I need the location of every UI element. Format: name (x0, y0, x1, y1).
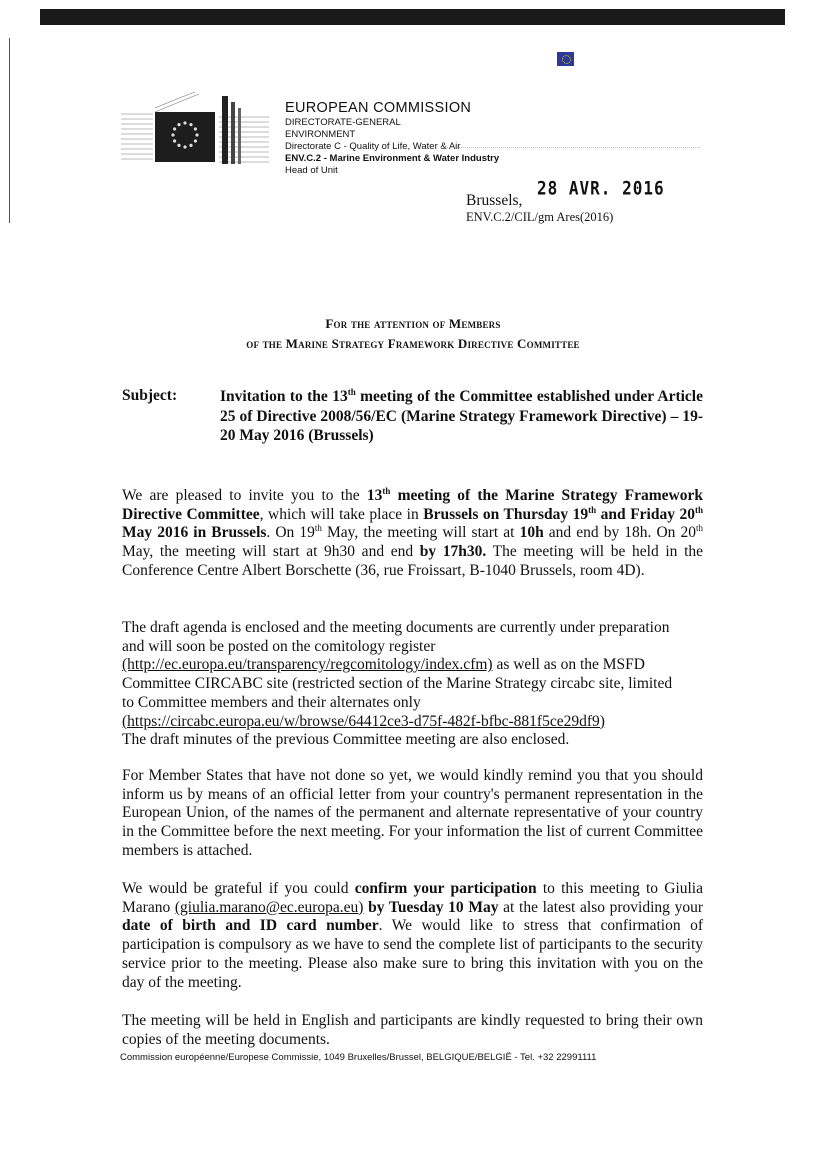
text-run: . We would like to stress that confirmation of participation is compulsory as we have to send the complete list of participants to the security service prior to the meeting. Please also make sure to bring this invitation with you on the day of the meeting. (122, 917, 703, 991)
text-run: , which will take place in (259, 505, 424, 523)
attention-block (0, 314, 826, 354)
text-line: The draft agenda is enclosed and the meeting documents are currently under preparation (122, 619, 670, 636)
letterhead-divider (440, 147, 700, 148)
text-line: Committee CIRCABC site (restricted section of the Marine Strategy circabc site, limited (122, 675, 673, 693)
text-line (122, 656, 703, 675)
comitology-register-link[interactable]: (http://ec.europa.eu/transparency/regcomitology/index.cfm) (122, 656, 493, 674)
text-run: meeting of the Marine Strategy Framework Directive Committee (122, 487, 704, 523)
text-sup: th (695, 504, 704, 515)
eu-flag-icon (557, 52, 574, 66)
text-run: and end by 18h. On 20 (543, 524, 696, 542)
paragraph-confirmation (122, 880, 703, 992)
organisation-name: EUROPEAN COMMISSION (285, 100, 472, 116)
directorate-general-name: ENVIRONMENT (285, 129, 356, 140)
text-sup: th (695, 523, 703, 534)
text-sup: th (588, 504, 597, 515)
text-run: 13 (366, 487, 383, 504)
text-run: May, the meeting will start at (321, 524, 520, 542)
attention-line-2: of the Marine Strategy Framework Directive Committee (246, 336, 580, 351)
subject-part: meeting of the Committee established under Article 25 of Directive 2008/56/EC (Marine Strategy Framework Directive) – 19-20 May 2016 (Brussels) (220, 388, 703, 444)
text-line: to Committee members and their alternates only (122, 693, 421, 711)
subject-text (220, 387, 703, 446)
footer-address: Commission européenne/Europese Commissie, 1049 Bruxelles/Brussel, BELGIQUE/BELGIË - Tel. +32 22991111 (120, 1052, 597, 1063)
text-run: at the latest also providing your (498, 898, 704, 916)
text-run: . On 19 (266, 524, 315, 542)
text-run: and Friday 20 (596, 505, 695, 523)
text-run: Brussels on Thursday 19 (423, 505, 589, 523)
text-run: by Tuesday 10 May (368, 898, 499, 916)
text-run: by 17h30. (419, 543, 487, 561)
text-run: date of birth and ID card number (122, 917, 379, 935)
date-stamp: 28 AVR. 2016 (537, 177, 665, 199)
text-run: We are pleased to invite you to the (122, 487, 367, 504)
text-sup: th (314, 523, 322, 534)
letterhead (285, 100, 499, 177)
unit-name: ENV.C.2 - Marine Environment & Water Industry (285, 153, 500, 164)
email-link[interactable]: (giulia.marano@ec.europa.eu) (174, 898, 364, 916)
attention-line-1: For the attention of Members (325, 316, 501, 331)
text-run: 10h (519, 524, 544, 542)
sender-role: Head of Unit (285, 165, 338, 176)
circabc-link[interactable]: (https://circabc.europa.eu/w/browse/64412ce3-d75f-482f-bfbc-881f5ce29df9) (122, 712, 605, 730)
scan-top-bar (40, 9, 785, 25)
text-run: May, the meeting will start at 9h30 and end (122, 543, 420, 561)
reference-number: ENV.C.2/CIL/gm Ares(2016) (466, 210, 614, 224)
subject-label: Subject: (122, 387, 178, 404)
paragraph-member-states: For Member States that have not done so yet, we would kindly remind you that you should inform us by means of an official letter from your country's permanent representation in the European Union, of the names of the permanent and alternate representative of your country in the Committee before the next meeting. For your information the list of current Committee members is attached. (122, 767, 703, 859)
paragraph-documents (122, 619, 703, 750)
scan-margin-line (9, 38, 10, 223)
text-sup: th (382, 486, 391, 496)
subject-part: Invitation to the 13 (220, 388, 348, 405)
paragraph-language: The meeting will be held in English and participants are kindly requested to bring their own copies of the meeting documents. (122, 1012, 703, 1048)
text-run: The meeting will be held in the Conference Centre Albert Borschette (36, rue Froissart, B-1040 Brussels, room 4D). (122, 543, 704, 579)
paragraph-invitation (122, 487, 703, 581)
subject-sup: th (347, 387, 356, 397)
text-line: and will soon be posted on the comitology register (122, 637, 436, 655)
directorate-general: DIRECTORATE-GENERAL (285, 117, 401, 128)
text-run: as well as on the MSFD (492, 656, 645, 674)
dateline-city: Brussels, (466, 192, 523, 209)
text-run: We would be grateful if you could (122, 880, 355, 897)
text-line: The draft minutes of the previous Committee meeting are also enclosed. (122, 731, 570, 749)
european-commission-logo (119, 92, 271, 167)
text-run: to this meeting to Giulia Marano (122, 880, 703, 916)
text-run: confirm your participation (354, 880, 537, 897)
text-run: May 2016 in Brussels (122, 524, 267, 542)
directorate: Directorate C - Quality of Life, Water & Air (285, 141, 461, 152)
